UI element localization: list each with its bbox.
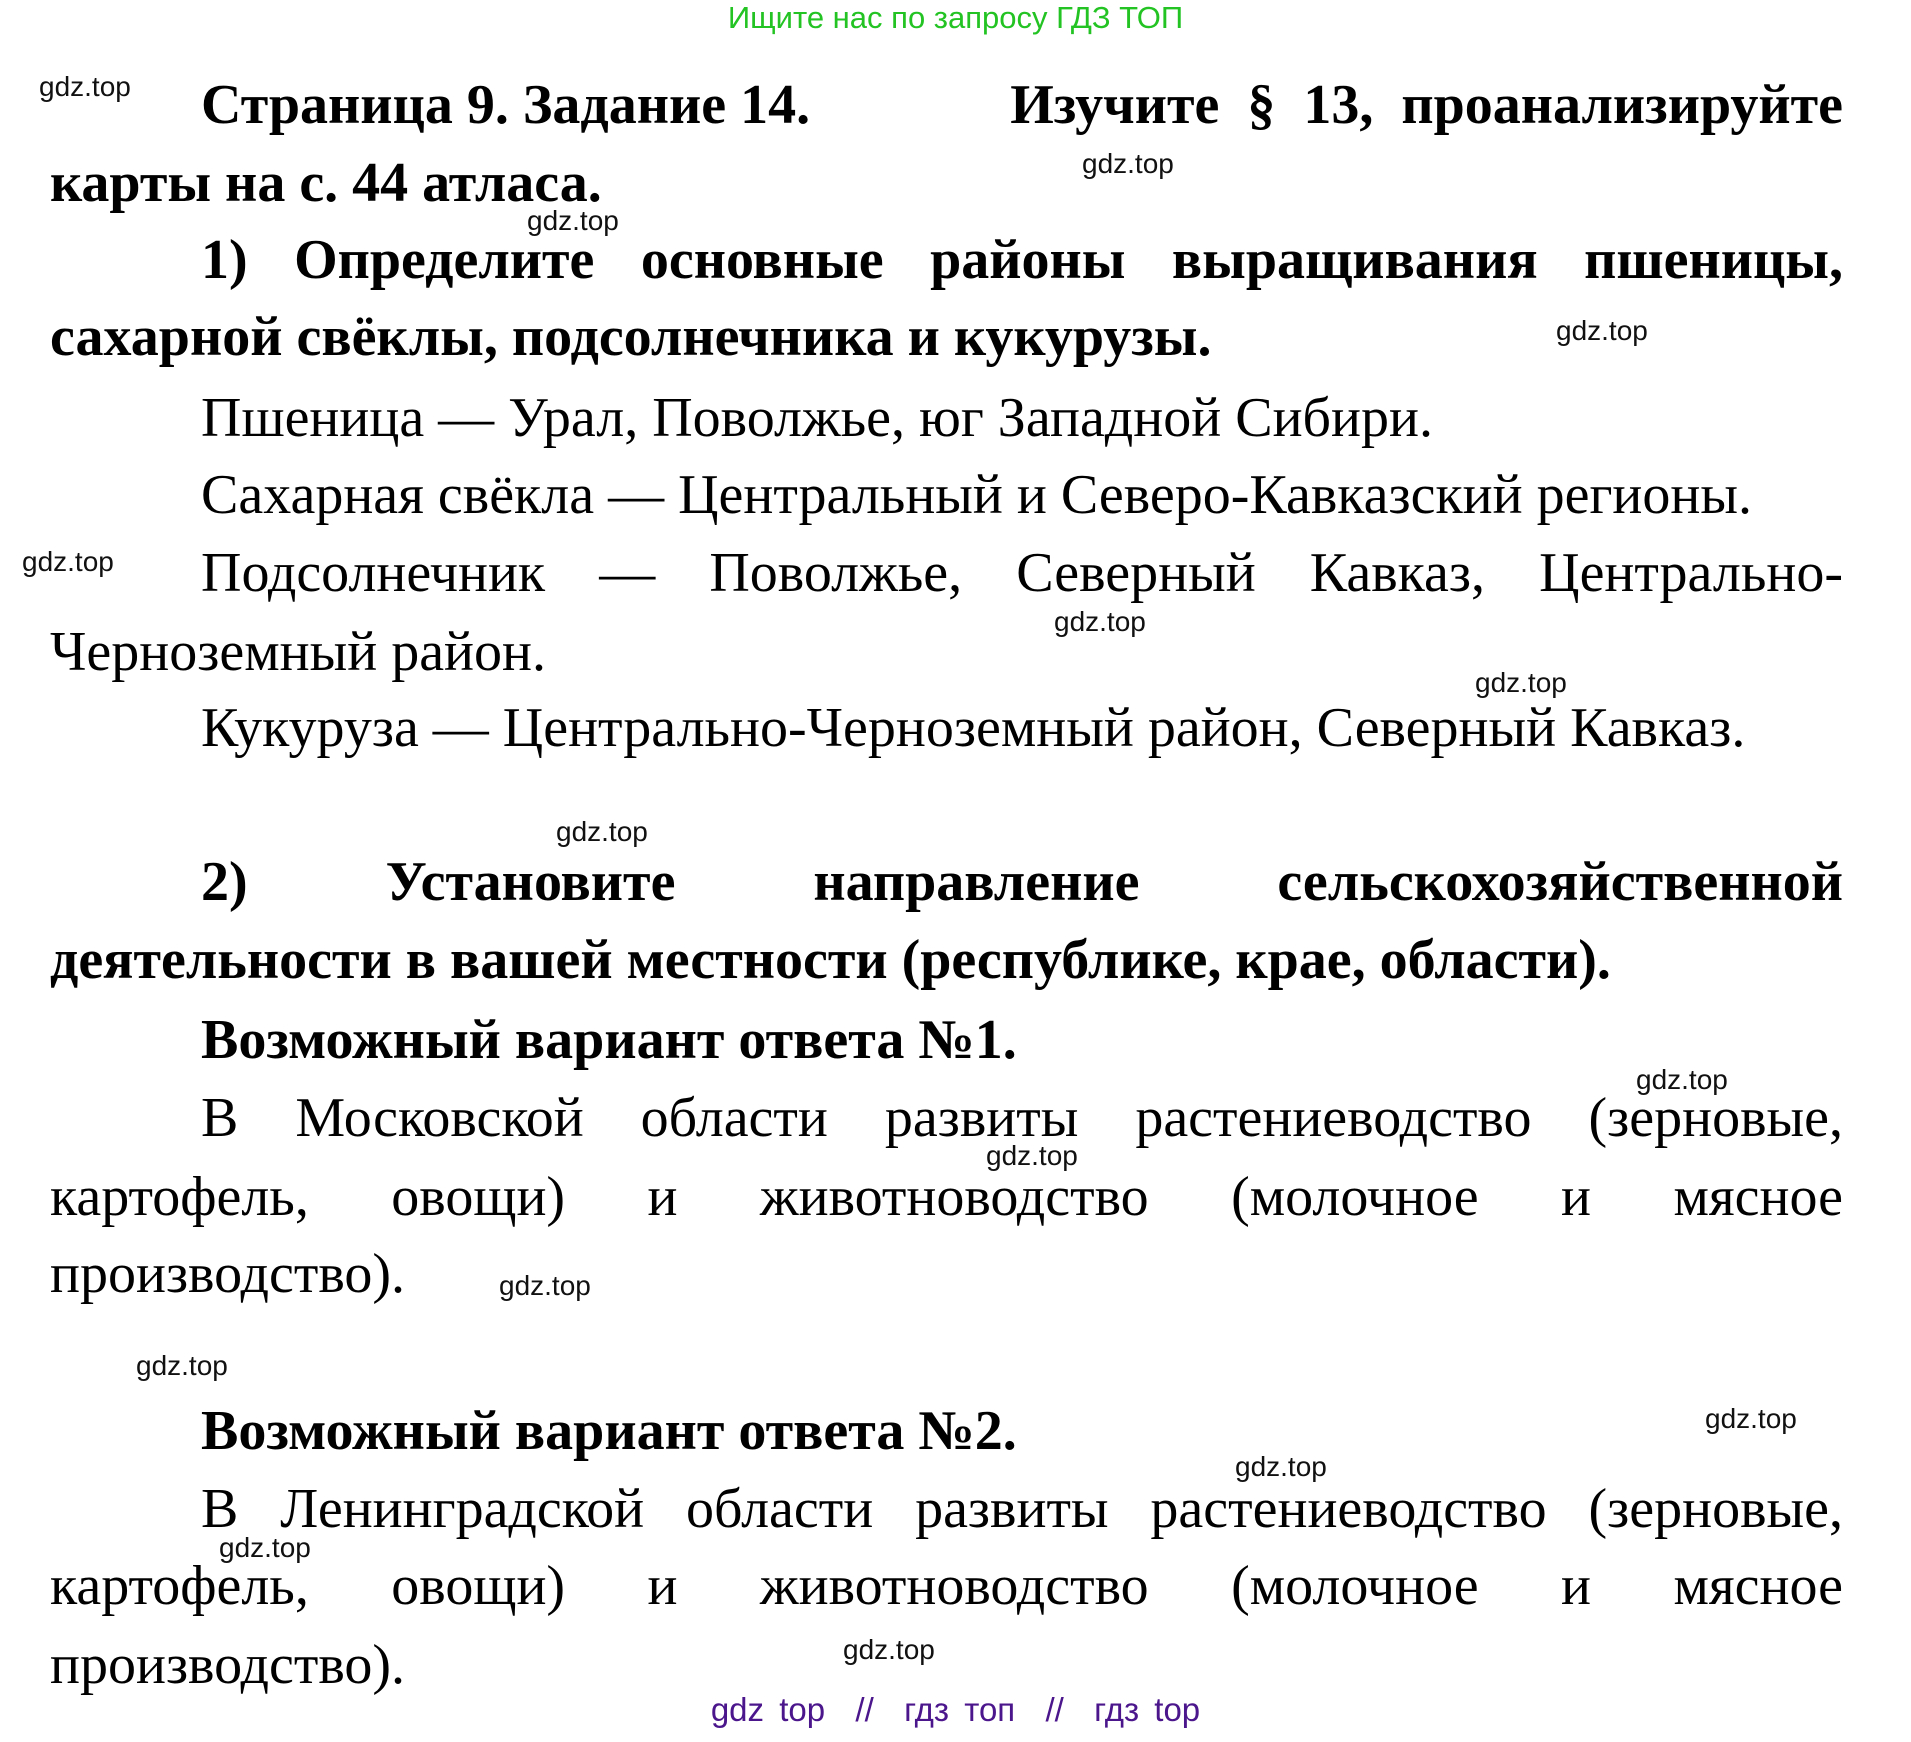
watermark: gdz.top	[1705, 1403, 1797, 1434]
question-1-cont: сахарной свёклы, подсолнечника и кукурузы.	[50, 306, 1212, 368]
watermark: gdz.top	[219, 1532, 311, 1563]
watermark: gdz.top	[136, 1350, 228, 1381]
watermark: gdz.top	[22, 546, 114, 577]
watermark: gdz.top	[527, 205, 619, 236]
variant-1-line: картофель, овощи) и животноводство (молочное и мясное	[50, 1166, 1843, 1228]
variant-2-title: Возможный вариант ответа №2.	[201, 1400, 1017, 1462]
variant-1-line: производство).	[50, 1243, 406, 1305]
watermark: gdz.top	[1636, 1064, 1728, 1095]
answer-sugar-beet: Сахарная свёкла — Центральный и Северо-Кавказский регионы.	[201, 464, 1752, 526]
variant-2-line: В Ленинградской области развиты растениеводство (зерновые,	[201, 1478, 1843, 1540]
watermark: gdz.top	[1054, 606, 1146, 637]
watermark: gdz.top	[499, 1270, 591, 1301]
question-2: 2) Установите направление сельскохозяйственной	[201, 851, 1843, 913]
footer-watermark: gdz top // гдз топ // гдз top	[710, 1691, 1201, 1728]
answer-wheat: Пшеница — Урал, Поволжье, юг Западной Сибири.	[201, 387, 1433, 449]
watermark: gdz.top	[1556, 315, 1648, 346]
question-1: 1) Определите основные районы выращивания пшеницы,	[201, 229, 1843, 291]
watermark: gdz.top	[986, 1140, 1078, 1171]
watermark: gdz.top	[1082, 148, 1174, 179]
watermark: gdz.top	[843, 1634, 935, 1665]
variant-1-line: В Московской области развиты растениеводство (зерновые,	[201, 1087, 1843, 1149]
task-heading-cont: карты на с. 44 атласа.	[50, 152, 602, 214]
variant-2-line: производство).	[50, 1634, 406, 1696]
task-instruction: Изучите § 13, проанализируйте	[1010, 74, 1843, 136]
question-2-cont: деятельности в вашей местности (республике, крае, области).	[50, 929, 1611, 991]
answer-sunflower-cont: Черноземный район.	[50, 621, 546, 683]
watermark: gdz.top	[1475, 667, 1567, 698]
watermark: gdz.top	[1235, 1451, 1327, 1482]
watermark: gdz.top	[39, 71, 131, 102]
answer-corn: Кукуруза — Центрально-Черноземный район, Северный Кавказ.	[201, 697, 1746, 759]
variant-2-line: картофель, овощи) и животноводство (молочное и мясное	[50, 1555, 1843, 1617]
variant-1-title: Возможный вариант ответа №1.	[201, 1009, 1017, 1071]
task-heading	[201, 75, 1843, 135]
answer-sunflower: Подсолнечник — Поволжье, Северный Кавказ, Центрально-	[201, 542, 1843, 604]
task-number: Страница 9. Задание 14.	[201, 74, 811, 136]
watermark: gdz.top	[556, 816, 648, 847]
search-hint-banner: Ищите нас по запросу ГДЗ ТОП	[727, 0, 1184, 35]
